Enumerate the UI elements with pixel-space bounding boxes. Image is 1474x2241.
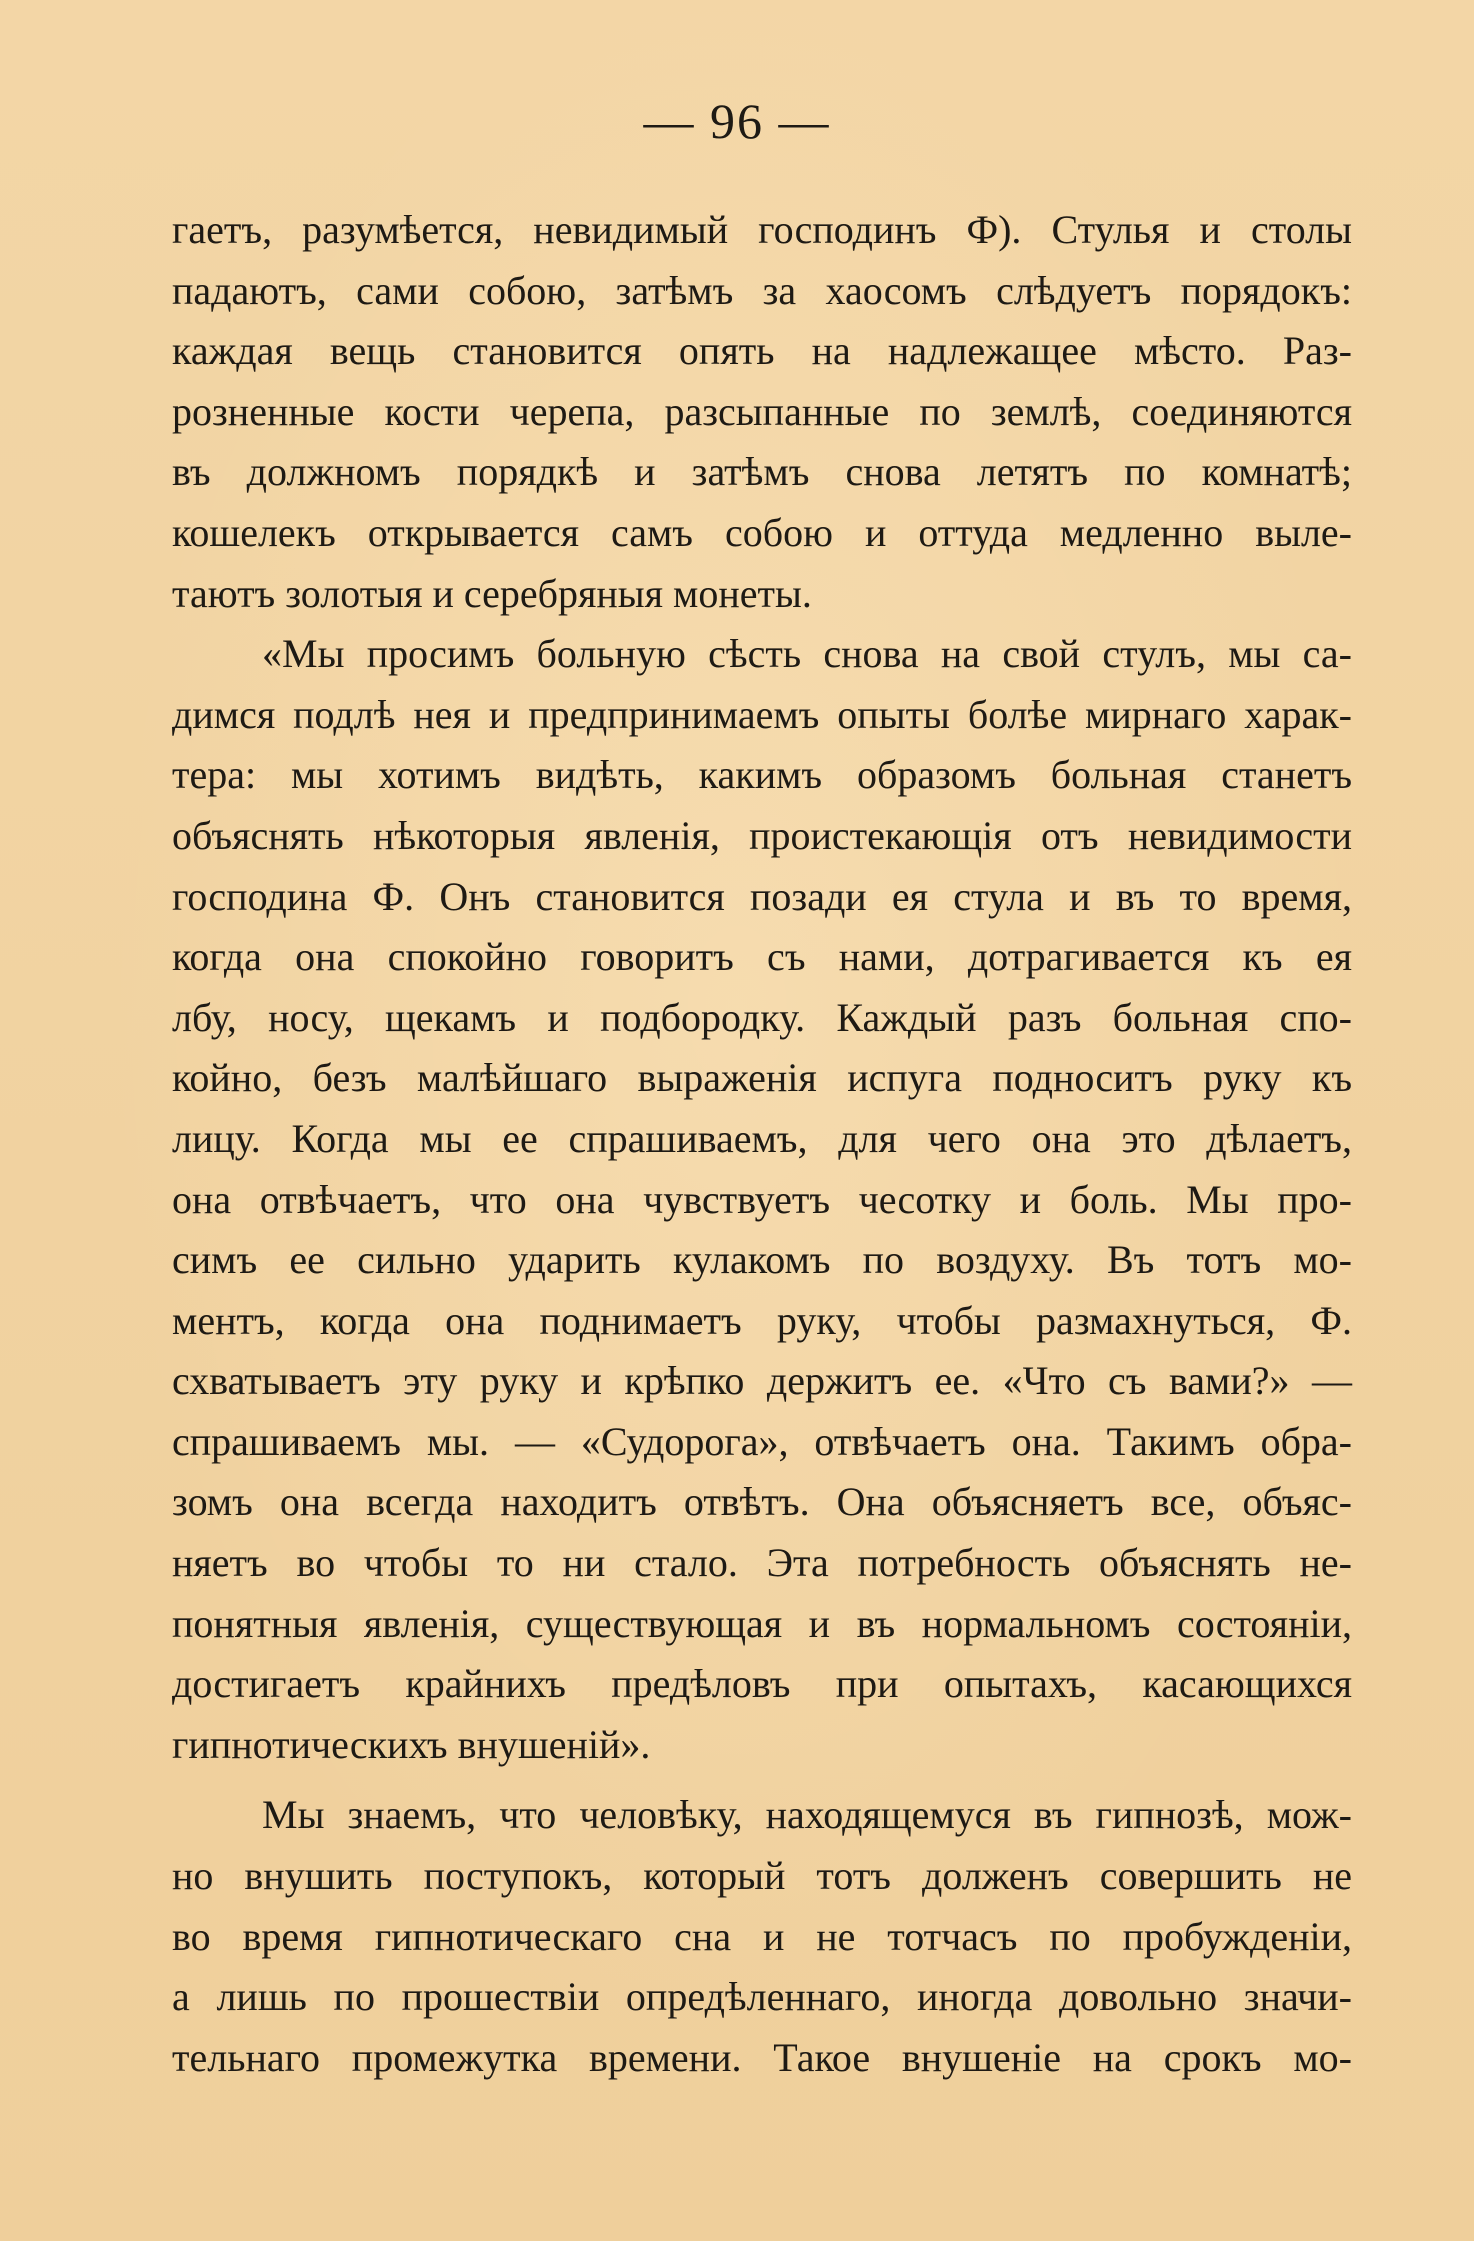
text-line: объяснять нѣкоторыя явленія, проистекающія отъ невидимости (172, 812, 1352, 858)
page-body (172, 200, 1352, 2088)
page-number: — 96 — (643, 93, 831, 149)
text-line: въ должномъ порядкѣ и затѣмъ снова летятъ по комнатѣ; (172, 449, 1352, 495)
text-line: ментъ, когда она поднимаетъ руку, чтобы размахнуться, Ф. (172, 1297, 1352, 1343)
text-line: няетъ во чтобы то ни стало. Эта потребность объяснять не- (172, 1540, 1352, 1586)
text-line: зомъ она всегда находитъ отвѣтъ. Она объясняетъ все, объяс- (172, 1479, 1352, 1525)
text-line: когда она спокойно говоритъ съ нами, дотрагивается къ ея (172, 934, 1352, 980)
text-line: достигаетъ крайнихъ предѣловъ при опытахъ, касающихся (172, 1661, 1352, 1707)
text-line: койно, безъ малѣйшаго выраженія испуга подноситъ руку къ (172, 1055, 1352, 1101)
text-line: Мы знаемъ, что человѣку, находящемуся въ гипнозѣ, мож- (262, 1792, 1352, 1838)
text-line: во время гипнотическаго сна и не тотчасъ по пробужденіи, (172, 1913, 1352, 1959)
text-line: лбу, носу, щекамъ и подбородку. Каждый разъ больная спо- (172, 994, 1352, 1040)
text-line: она отвѣчаетъ, что она чувствуетъ чесотку и боль. Мы про- (172, 1176, 1352, 1222)
text-line: тельнаго промежутка времени. Такое внушеніе на срокъ мо- (172, 2034, 1352, 2080)
text-line: «Мы просимъ больную сѣсть снова на свой стулъ, мы са- (262, 631, 1352, 677)
text-line: таютъ золотыя и серебряныя монеты. (172, 570, 812, 616)
text-line: симъ ее сильно ударить кулакомъ по воздуху. Въ тотъ мо- (172, 1237, 1352, 1283)
paragraph (172, 1785, 1352, 2088)
text-line: спрашиваемъ мы. — «Судорога», отвѣчаетъ она. Такимъ обра- (172, 1418, 1352, 1464)
text-line: понятныя явленія, существующая и въ нормальномъ состояніи, (172, 1600, 1352, 1646)
paragraph (172, 624, 1352, 1775)
text-line: кошелекъ открывается самъ собою и оттуда медленно выле- (172, 509, 1352, 555)
text-line: тера: мы хотимъ видѣть, какимъ образомъ больная станетъ (172, 752, 1352, 798)
text-line: но внушить поступокъ, который тотъ долженъ совершить не (172, 1853, 1352, 1899)
paragraph-gap (172, 1775, 1352, 1785)
text-line: лицу. Когда мы ее спрашиваемъ, для чего она это дѣлаетъ, (172, 1115, 1352, 1161)
text-line: розненные кости черепа, разсыпанные по землѣ, соединяются (172, 388, 1352, 434)
paragraph (172, 200, 1352, 624)
text-line: гипнотическихъ внушеній». (172, 1721, 651, 1767)
text-line: гаетъ, разумѣется, невидимый господинъ Ф). Стулья и столы (172, 207, 1352, 252)
text-line: господина Ф. Онъ становится позади ея стула и въ то время, (172, 873, 1352, 919)
text-line: каждая вещь становится опять на надлежащее мѣсто. Раз- (172, 328, 1352, 374)
text-line: падаютъ, сами собою, затѣмъ за хаосомъ слѣдуетъ порядокъ: (172, 267, 1352, 313)
text-line: схватываетъ эту руку и крѣпко держитъ ее. «Что съ вами?» — (172, 1358, 1352, 1404)
text-line: димся подлѣ нея и предпринимаемъ опыты болѣе мирнаго харак- (172, 691, 1352, 737)
text-line: а лишь по прошествіи опредѣленнаго, иногда довольно значи- (172, 1974, 1352, 2020)
